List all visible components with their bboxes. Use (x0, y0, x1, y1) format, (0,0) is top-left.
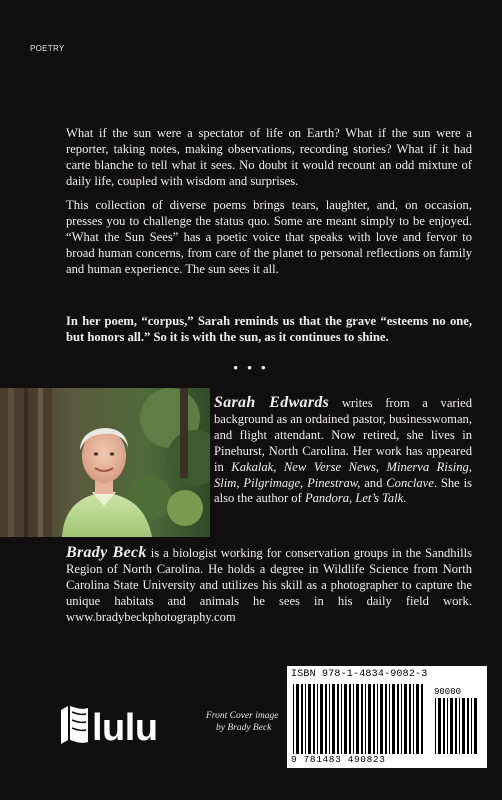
lulu-wordmark: lulu (92, 707, 158, 749)
sarah-bio-book-title: Pandora, Let’s Talk (304, 491, 404, 506)
section-separator: • • • (233, 360, 269, 375)
blurb-paragraph-1: What if the sun were a spectator of life on Earth? What if the sun were a reporter, taking notes, making observations, recording stories? What if it had carte blanche to tell what it sees. No doubt it would recount an odd mixture of daily life, coupled with wisdom and surprises. (66, 126, 472, 188)
isbn-barcode (287, 666, 487, 768)
brady-beck-name: Brady Beck (66, 544, 147, 561)
brady-beck-bio (66, 545, 472, 626)
barcode-digits: 9 781483 490823 (291, 754, 386, 765)
sarah-bio-text: writes from a varied background as an ordained pastor, businesswoman, and flight attendant. Now retired, she lives in Pinehurst, North Carolina. Her work has appeared in (214, 396, 472, 474)
sarah-edwards-name: Sarah Edwards (214, 394, 330, 411)
blurb-paragraph-2: This collection of diverse poems brings tears, laughter, and, on occasion, presses you to challenge the status quo. Some are meant simply to be enjoyed. “What the Sun Sees” has a poetic voice that speaks with love and fervor to broad human concerns, from care of the planet to personal reflections on family and human experience. The sun sees it all. (66, 198, 472, 276)
barcode-addon-bars (435, 698, 481, 754)
brady-bio-text: is a biologist working for conservation groups in the Sandhills Region of North Carolina. He holds a degree in Wildlife Science from North Carolina State University and utilizes his skill as a photographer to capture the unique habitats and animals he sees in his daily field work. www.bradybeckphotography.com (66, 546, 472, 624)
category-label: POETRY (30, 44, 65, 53)
barcode-bars (293, 684, 425, 754)
lulu-logo (58, 702, 198, 752)
isbn-number: ISBN 978-1-4834-9082-3 (291, 669, 428, 680)
sarah-edwards-bio (214, 395, 472, 507)
sarah-bio-venue-last: Conclave (386, 475, 434, 490)
author-photo (0, 388, 210, 537)
credit-line-2: by Brady Beck (216, 723, 272, 733)
sarah-bio-end: . (403, 491, 407, 506)
cover-image-credit (206, 710, 286, 734)
lulu-book-icon (58, 702, 92, 752)
credit-line-1: Front Cover image (206, 711, 279, 721)
sarah-bio-and: and (360, 475, 387, 490)
price-code: 90000 (434, 687, 462, 697)
sarah-bio-text-2: . She is also the author of (214, 475, 472, 506)
sarah-bio-venues: Kakalak, New Verse News, Minerva Rising, Slim, Pilgrimage, Pinestraw, (214, 459, 472, 490)
blurb-quote-paragraph: In her poem, “corpus,” Sarah reminds us that the grave “esteems no one, but honors all.” So it is with the sun, as it continues to shine. (66, 314, 472, 344)
